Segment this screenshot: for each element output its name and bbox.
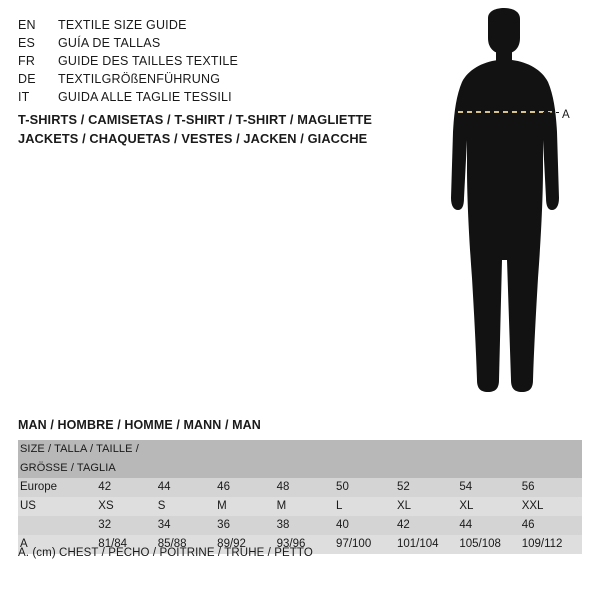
table-cell: L [334, 497, 395, 516]
table-cell: M [275, 497, 334, 516]
measure-leader-line [543, 112, 559, 113]
table-header-spacer [334, 440, 395, 478]
table-cell: 89/92 [215, 535, 274, 554]
row-label-us-numeric [18, 516, 96, 535]
table-cell: 34 [156, 516, 215, 535]
language-title: GUÍA DE TALLAS [58, 36, 161, 50]
table-cell: 109/112 [520, 535, 582, 554]
language-title: GUIDA ALLE TAGLIE TESSILI [58, 90, 232, 104]
table-cell: 85/88 [156, 535, 215, 554]
language-row [18, 52, 378, 70]
language-list [18, 16, 378, 106]
table-row [18, 440, 582, 478]
footnote: A. (cm) CHEST / PECHO / POITRINE / TRUHE / PETTO [18, 547, 313, 559]
language-code: EN [18, 18, 36, 32]
table-header-spacer [156, 440, 215, 478]
row-label-europe: Europe [18, 478, 96, 497]
male-torso-silhouette [410, 8, 600, 408]
table-row [18, 478, 582, 497]
language-title: GUIDE DES TAILLES TEXTILE [58, 54, 239, 68]
table-cell: 56 [520, 478, 582, 497]
figure-illustration [410, 8, 600, 408]
garment-categories [18, 110, 438, 148]
table-cell: S [156, 497, 215, 516]
language-title: TEXTILE SIZE GUIDE [58, 18, 187, 32]
language-row [18, 16, 378, 34]
table-cell: 36 [215, 516, 274, 535]
language-code: IT [18, 90, 30, 104]
language-row [18, 34, 378, 52]
size-table [18, 440, 582, 554]
table-cell: 50 [334, 478, 395, 497]
table-cell: 46 [520, 516, 582, 535]
table-cell: 42 [395, 516, 457, 535]
table-cell: 44 [156, 478, 215, 497]
table-cell: 32 [96, 516, 155, 535]
language-title: TEXTILGRÖßENFÜHRUNG [58, 72, 221, 86]
language-code: FR [18, 54, 36, 68]
language-row [18, 88, 378, 106]
table-cell: 93/96 [275, 535, 334, 554]
table-cell: 38 [275, 516, 334, 535]
table-header-spacer [520, 440, 582, 478]
table-header-spacer [457, 440, 519, 478]
measure-label-a: A [562, 109, 570, 121]
language-code: ES [18, 36, 36, 50]
table-header-spacer [215, 440, 274, 478]
table-cell: M [215, 497, 274, 516]
table-cell: 97/100 [334, 535, 395, 554]
table-header-spacer [275, 440, 334, 478]
table-cell: XL [457, 497, 519, 516]
table-cell: 52 [395, 478, 457, 497]
table-cell: 48 [275, 478, 334, 497]
table-cell: 81/84 [96, 535, 155, 554]
language-code: DE [18, 72, 36, 86]
language-row [18, 70, 378, 88]
table-header-spacer [395, 440, 457, 478]
table-row [18, 516, 582, 535]
table-cell: 101/104 [395, 535, 457, 554]
table-cell: 105/108 [457, 535, 519, 554]
category-jackets: JACKETS / CHAQUETAS / VESTES / JACKEN / GIACCHE [18, 131, 368, 146]
row-label-a: A [18, 535, 96, 554]
table-cell: XS [96, 497, 155, 516]
table-row [18, 497, 582, 516]
table-header-label: SIZE / TALLA / TAILLE / GRÖSSE / TAGLIA [18, 440, 156, 478]
table-cell: 42 [96, 478, 155, 497]
table-cell: 40 [334, 516, 395, 535]
table-cell: 54 [457, 478, 519, 497]
table-title: MAN / HOMBRE / HOMME / MANN / MAN [18, 418, 261, 432]
table-cell: XXL [520, 497, 582, 516]
category-tshirts: T-SHIRTS / CAMISETAS / T-SHIRT / T-SHIRT / MAGLIETTE [18, 112, 373, 127]
table-cell: XL [395, 497, 457, 516]
table-cell: 44 [457, 516, 519, 535]
table-cell: 46 [215, 478, 274, 497]
row-label-us: US [18, 497, 96, 516]
